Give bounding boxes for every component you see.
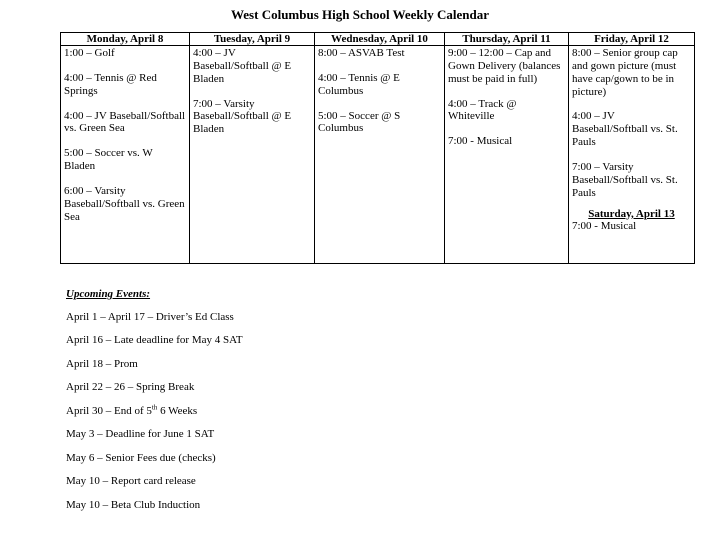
event-item: April 16 – Late deadline for May 4 SAT [66,334,243,347]
event-item: April 1 – April 17 – Driver’s Ed Class [66,310,234,323]
calendar-entry: 4:00 – Track @ Whiteville [448,97,517,123]
event-text: 6 Weeks [157,404,198,417]
calendar-entry: 7:00 - Musical [572,220,637,233]
calendar-entry: 7:00 – Varsity Baseball/Softball vs. St. Pauls [572,161,678,199]
calendar-entry: 7:00 - Musical [448,135,513,148]
calendar-entry: 5:00 – Soccer @ S Columbus [318,109,401,135]
day-header-thursday: Thursday, April 11 [445,33,569,46]
weekly-calendar-table [60,32,695,264]
event-text: April 30 – End of 5 [66,404,152,417]
calendar-entry: 8:00 – Senior group cap and gown picture (must have cap/gown to be in picture) [572,47,678,98]
calendar-entry: 5:00 – Soccer vs. W Bladen [64,147,153,173]
calendar-entry: 4:00 – Tennis @ Red Springs [64,71,157,97]
event-item: April 18 – Prom [66,357,138,370]
calendar-entry: 8:00 – ASVAB Test [318,47,405,59]
saturday-subheader: Saturday, April 13 [588,207,675,220]
day-cell-tuesday [190,46,315,264]
event-item: May 6 – Senior Fees due (checks) [66,451,216,464]
day-header-wednesday: Wednesday, April 10 [315,33,445,46]
day-cell-friday [569,46,695,264]
event-item: May 3 – Deadline for June 1 SAT [66,428,215,441]
calendar-entry: 4:00 – Tennis @ E Columbus [318,71,400,97]
page-title: West Columbus High School Weekly Calendar [231,7,489,22]
event-item: May 10 – Report card release [66,475,196,488]
day-cell-monday [61,46,190,264]
schedule-row [61,46,695,264]
calendar-entry: 4:00 – JV Baseball/Softball vs. Green Sea [64,109,186,135]
day-cell-thursday [445,46,569,264]
calendar-entry: 1:00 – Golf [64,47,115,59]
day-header-monday: Monday, April 8 [61,33,190,46]
calendar-entry: 4:00 – JV Baseball/Softball @ E Bladen [193,47,292,85]
ordinal-suffix: th [151,403,158,412]
day-header-friday: Friday, April 12 [569,33,695,46]
upcoming-events-heading: Upcoming Events: [66,288,151,300]
event-item: May 10 – Beta Club Induction [66,498,201,511]
calendar-entry: 9:00 – 12:00 – Cap and Gown Delivery (balances must be paid in full) [448,47,561,85]
calendar-entry: 6:00 – Varsity Baseball/Softball vs. Green Sea [64,185,185,223]
calendar-entry: 7:00 – Varsity Baseball/Softball @ E Bladen [193,97,292,136]
event-item-april-30 [66,404,666,428]
upcoming-events-section [66,288,666,521]
day-cell-wednesday [315,46,445,264]
event-item: April 22 – 26 – Spring Break [66,381,195,394]
calendar-entry: 4:00 – JV Baseball/Softball vs. St. Pauls [572,110,678,149]
header-row [61,33,695,46]
day-header-tuesday: Tuesday, April 9 [190,33,315,46]
